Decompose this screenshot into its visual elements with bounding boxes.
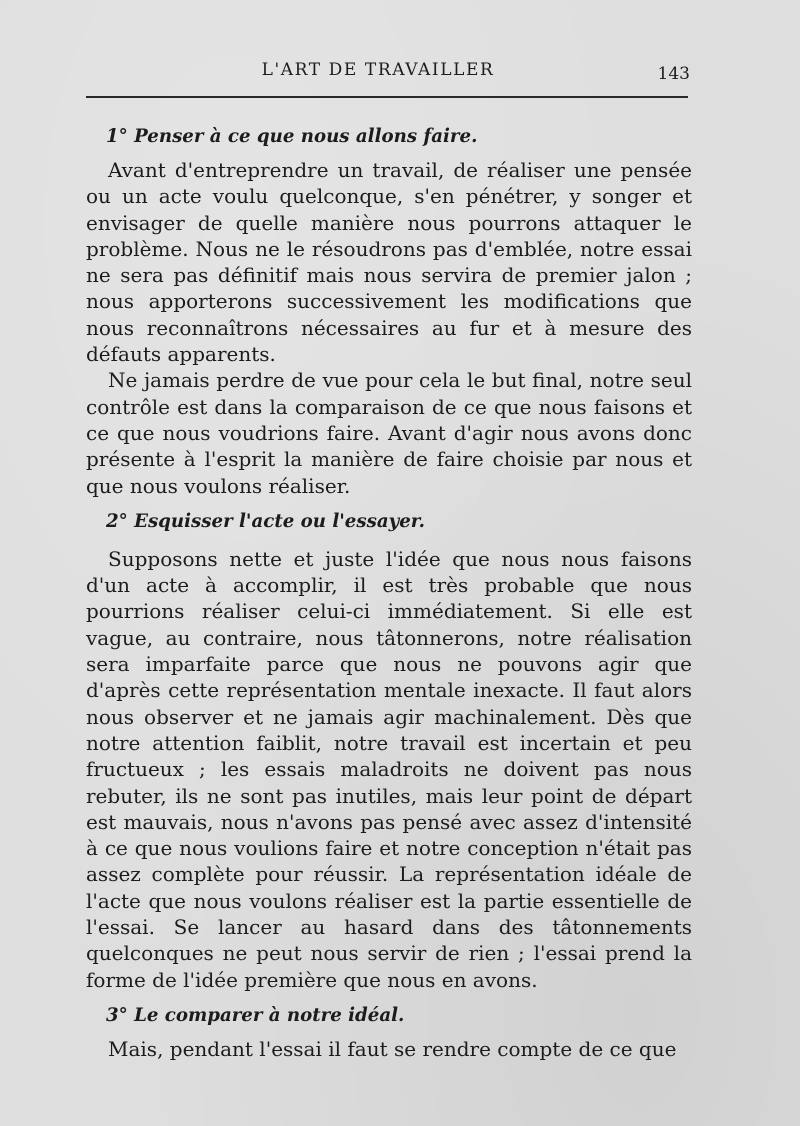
running-title: L'ART DE TRAVAILLER <box>261 60 495 80</box>
page-number: 143 <box>657 64 690 84</box>
body-text <box>86 122 692 1062</box>
paragraph-1-1: Avant d'entreprendre un travail, de réaliser une pensée ou un acte voulu quelconque, s'en pénétrer, y songer et envisager de quelle manière nous pourrons attaquer le problème. Nous ne le résoudrons pas d'emblée, notre essai ne sera pas définitif mais nous servira de premier jalon ; nous apporterons successivement les modifications que nous reconnaîtrons nécessaires au fur et à mesure des défauts apparents. <box>86 158 692 367</box>
paragraph-1-2: Ne jamais perdre de vue pour cela le but final, notre seul contrôle est dans la comparaison de ce que nous faisons et ce que nous voudrions faire. Avant d'agir nous avons donc présente à l'esprit la manière de faire choisie par nous et que nous voulons réaliser. <box>86 368 692 498</box>
paragraph-3-1: Mais, pendant l'essai il faut se rendre compte de ce que <box>108 1036 677 1061</box>
section-heading-3: 3° Le comparer à notre idéal. <box>106 1004 405 1026</box>
paragraph-2-1: Supposons nette et juste l'idée que nous nous faisons d'un acte à accomplir, il est très probable que nous pourrions réaliser celui-ci immédiatement. Si elle est vague, au contraire, nous tâtonnerons, notre réalisation sera imparfaite parce que nous ne pouvons agir que d'après cette représentation mentale inexacte. Il faut alors nous observer et ne jamais agir machinalement. Dès que notre attention faiblit, notre travail est incertain et peu fructueux ; les essais maladroits ne doivent pas nous rebuter, ils ne sont pas inutiles, mais leur point de départ est mauvais, nous n'avons pas pensé avec assez d'intensité à ce que nous voulions faire et notre conception n'était pas assez complète pour réussir. La représentation idéale de l'acte que nous voulons réaliser est la partie essentielle de l'essai. Se lancer au hasard dans des tâtonnements quelconques ne peut nous servir de rien ; l'essai prend la forme de l'idée première que nous en avons. <box>86 546 692 992</box>
section-heading-2: 2° Esquisser l'acte ou l'essayer. <box>106 510 426 532</box>
running-head <box>86 60 690 86</box>
section-heading-1: 1° Penser à ce que nous allons faire. <box>106 126 478 147</box>
header-rule <box>86 96 688 98</box>
